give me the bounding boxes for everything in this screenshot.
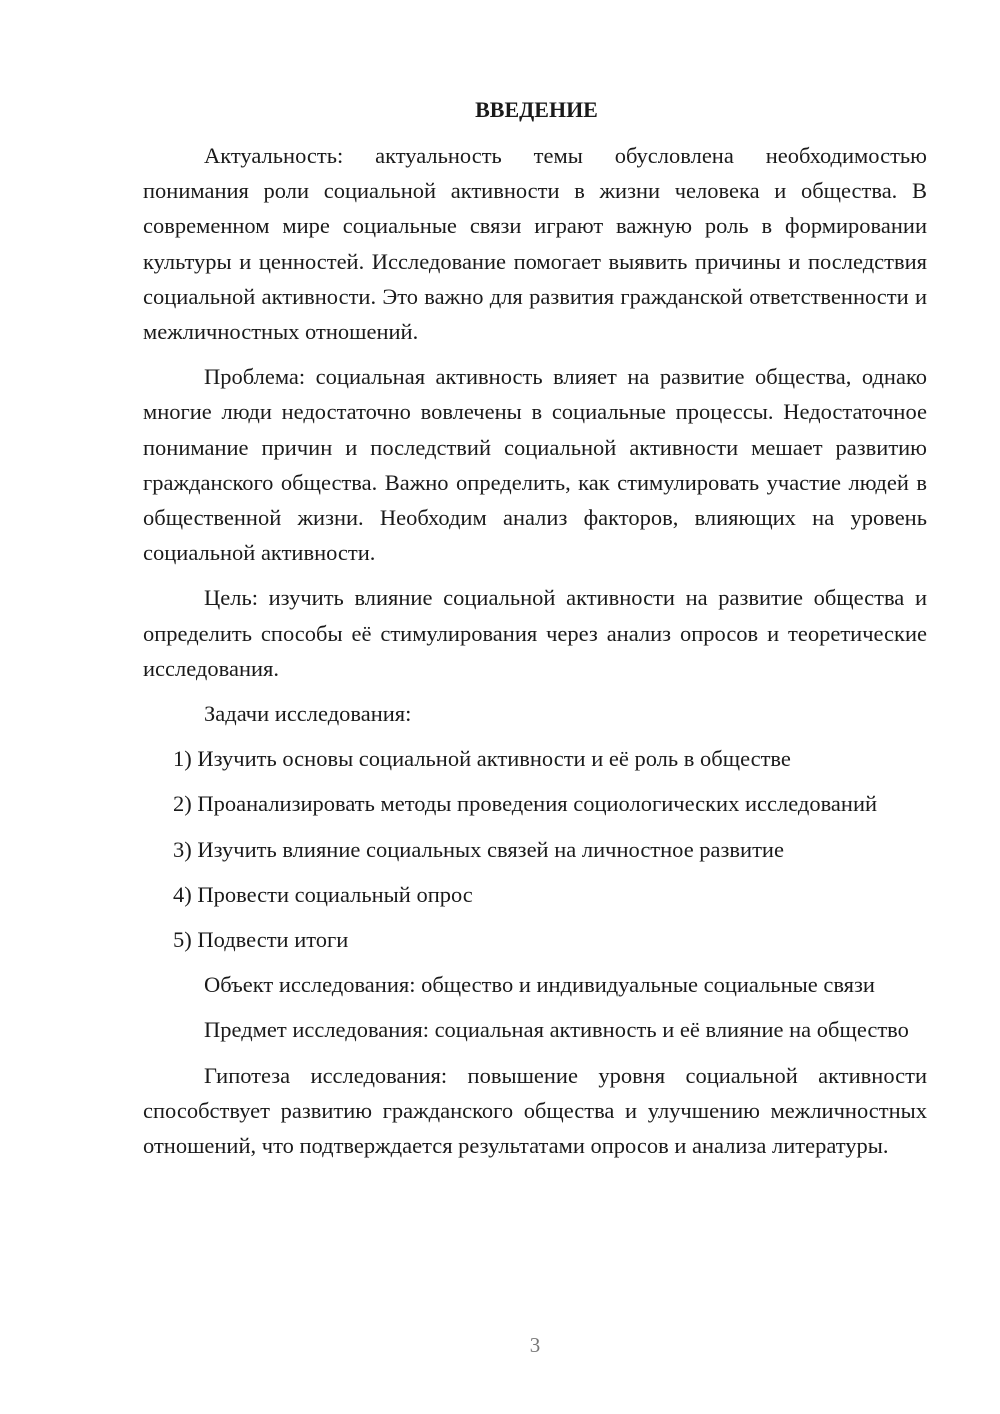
tasks-heading: Задачи исследования:	[204, 701, 412, 727]
subject-paragraph: Предмет исследования: социальная активность и её влияние на общество	[204, 1017, 909, 1043]
object-paragraph: Объект исследования: общество и индивидуальные социальные связи	[204, 972, 875, 998]
task-item-1: 1) Изучить основы социальной активности и её роль в обществе	[173, 746, 791, 772]
task-item-4: 4) Провести социальный опрос	[173, 881, 473, 907]
problem-paragraph: Проблема: социальная активность влияет на развитие общества, однако многие люди недостаточно вовлечены в социальные процессы. Недостаточное понимание причин и последствий социальной активности мешает развитию гражданского общества. Важно определить, как стимулировать участие людей в общественной жизни. Необходим анализ факторов, влияющих на уровень социальной активности.	[143, 364, 927, 566]
relevance-paragraph: Актуальность: актуальность темы обусловлена необходимостью понимания роли социальной активности в жизни человека и общества. В современном мире социальные связи играют важную роль в формировании культуры и ценностей. Исследование помогает выявить причины и последствия социальной активности. Это важно для развития гражданской ответственности и межличностных отношений.	[143, 143, 927, 345]
section-title: ВВЕДЕНИЕ	[475, 97, 598, 122]
hypothesis-paragraph: Гипотеза исследования: повышение уровня социальной активности способствует развитию гражданского общества и улучшению межличностных отношений, что подтверждается результатами опросов и анализа литературы.	[143, 1062, 927, 1159]
page-number: 3	[529, 1333, 541, 1357]
task-item-3: 3) Изучить влияние социальных связей на личностное развитие	[173, 836, 784, 862]
task-item-5: 5) Подвести итоги	[173, 927, 349, 953]
task-item-2: 2) Проанализировать методы проведения социологических исследований	[173, 791, 878, 817]
document-page	[143, 92, 927, 1173]
goal-paragraph: Цель: изучить влияние социальной активности на развитие общества и определить способы её стимулирования через анализ опросов и теоретические исследования.	[143, 585, 927, 681]
